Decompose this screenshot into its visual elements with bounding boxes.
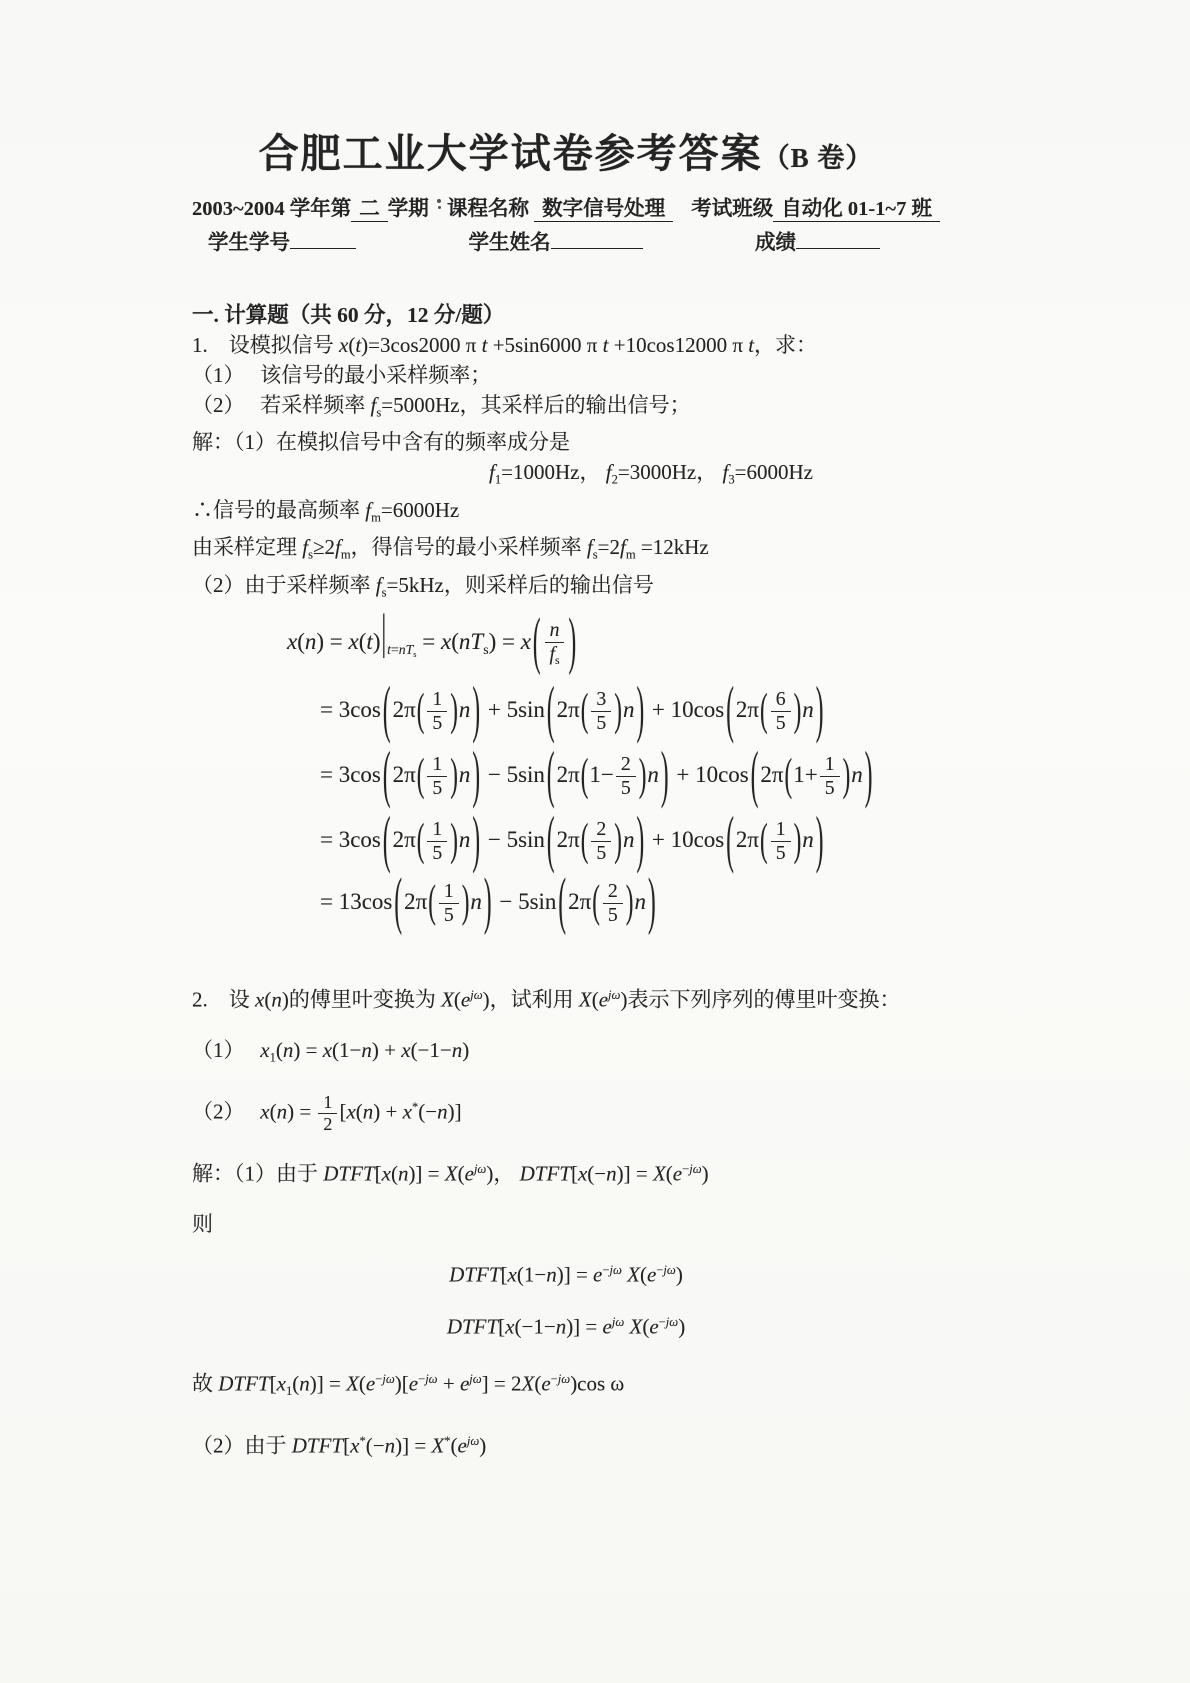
semester-value: 二 <box>351 198 388 222</box>
course-value: 数字信号处理 <box>534 198 673 222</box>
scan-artifact-dots <box>436 196 442 218</box>
text-line: 2. 设 x(n)的傅里叶变换为 $X(e^{j\omega})$，试利用 $X(e^{j\omega})$表示下列序列的傅里叶变换： <box>192 987 901 1012</box>
text-line: 故 $DTFT[x_1(n)] = X(e^{-j\omega})[e^{-j\omega} + e^{j\omega}] = 2X(e^{-j\omega})\cos$ ω <box>192 1371 625 1398</box>
student-name-label: 学生姓名 <box>468 232 551 254</box>
page-title <box>192 128 940 180</box>
header-row-student-info <box>192 228 940 258</box>
page-title-suffix: （B 卷） <box>762 143 874 173</box>
student-id-blank-line <box>290 228 356 249</box>
text-line: 由采样定理 $f_s\ge 2f_m$，得信号的最小采样频率 $f_s=2f_m =12kHz$ <box>192 535 709 562</box>
text-line: 则 <box>192 1211 213 1236</box>
text-line: ∴信号的最高频率 $f_m=6000Hz$ <box>192 497 460 525</box>
text-line: 解：（1）在模拟信号中含有的频率成分是 <box>192 430 570 455</box>
text-line: （2）由于 DTFT[x*(−n)] = $X^*(e^{j\omega})$ <box>192 1433 487 1458</box>
text-line: （2） x(n) = $\frac{1}{2}$ [x(n) + x*(−n)] <box>192 1092 462 1135</box>
formula-line: $x(n) = x(t)|_{t=nT_s} = x(nT_s) = x$( $\frac{n}{f_s}$ ) <box>287 605 577 676</box>
score-blank-line <box>796 228 880 249</box>
score-label: 成绩 <box>755 232 796 254</box>
formula-line: DTFT[x(−1−n)] = $e^{j\omega}$ $X(e^{-j\omega})$ <box>446 1315 686 1339</box>
course-label: 课程名称 <box>446 198 529 220</box>
semester-label: 2003~2004 学年第 <box>192 198 352 220</box>
formula-line: = 3cos(2π( $\frac{1}{5}$ )n) − 5sin(2π(1− $\frac{2}{5}$ )n) + 10cos(2π(1+ $\frac{1}{5}$ )n) <box>320 740 873 809</box>
page-title-main: 合肥工业大学试卷参考答案 <box>258 131 763 176</box>
text-line: 1. 设模拟信号 x(t)=3cos2000 π t +5sin6000 π t +10cos12000 π t，求： <box>192 333 818 357</box>
formula-line: = 13cos(2π( $\frac{1}{5}$ )n) − 5sin(2π( $\frac{2}{5}$ )n) <box>320 866 656 936</box>
class-field <box>691 194 940 224</box>
text-line: （2）由于采样频率 $f_s=5kHz$，则采样后的输出信号 <box>192 572 654 600</box>
class-label: 考试班级 <box>691 198 774 220</box>
formula-line: $f_1=1000Hz$， $f_2=3000Hz$， $f_3=6000Hz$ <box>489 460 813 487</box>
semester-field <box>192 194 429 224</box>
student-id-label: 学生学号 <box>208 232 290 254</box>
text-line: （1） $x_1(n) = x(1-n) + x(-1-n)$ <box>192 1037 470 1064</box>
student-id-field <box>208 228 356 258</box>
text-line: 一. 计算题（共 60 分，12 分/题） <box>192 303 505 327</box>
formula-line: DTFT[x(1−n)] = $e^{-j\omega}$ $X(e^{-j\omega})$ <box>449 1262 683 1287</box>
text-line: （1） 该信号的最小采样频率； <box>192 363 492 387</box>
document-body <box>192 300 940 1461</box>
formula-line: = 3cos(2π( $\frac{1}{5}$ )n) + 5sin(2π( $\frac{3}{5}$ )n) + 10cos(2π( $\frac{6}{5}$ )n) <box>320 675 824 744</box>
student-name-field <box>469 228 643 258</box>
formula-line: = 3cos(2π( $\frac{1}{5}$ )n) − 5sin(2π( $\frac{2}{5}$ )n) + 10cos(2π( $\frac{1}{5}$ )n) <box>320 805 824 874</box>
course-field <box>447 194 673 224</box>
class-value: 自动化 01-1~7 班 <box>773 198 940 222</box>
semester-suffix: 学期 <box>387 198 429 220</box>
text-line: 解：（1）由于 DTFT[x(n)] = $X(e^{j\omega})$， DTFT[x(−n)] = $X(e^{-j\omega})$ <box>192 1161 709 1186</box>
student-name-blank-line <box>551 228 643 249</box>
text-line: （2） 若采样频率 $f_s=5000Hz$，其采样后的输出信号； <box>192 393 691 420</box>
score-field <box>755 228 880 258</box>
header-row-semester-course-class <box>192 194 940 224</box>
